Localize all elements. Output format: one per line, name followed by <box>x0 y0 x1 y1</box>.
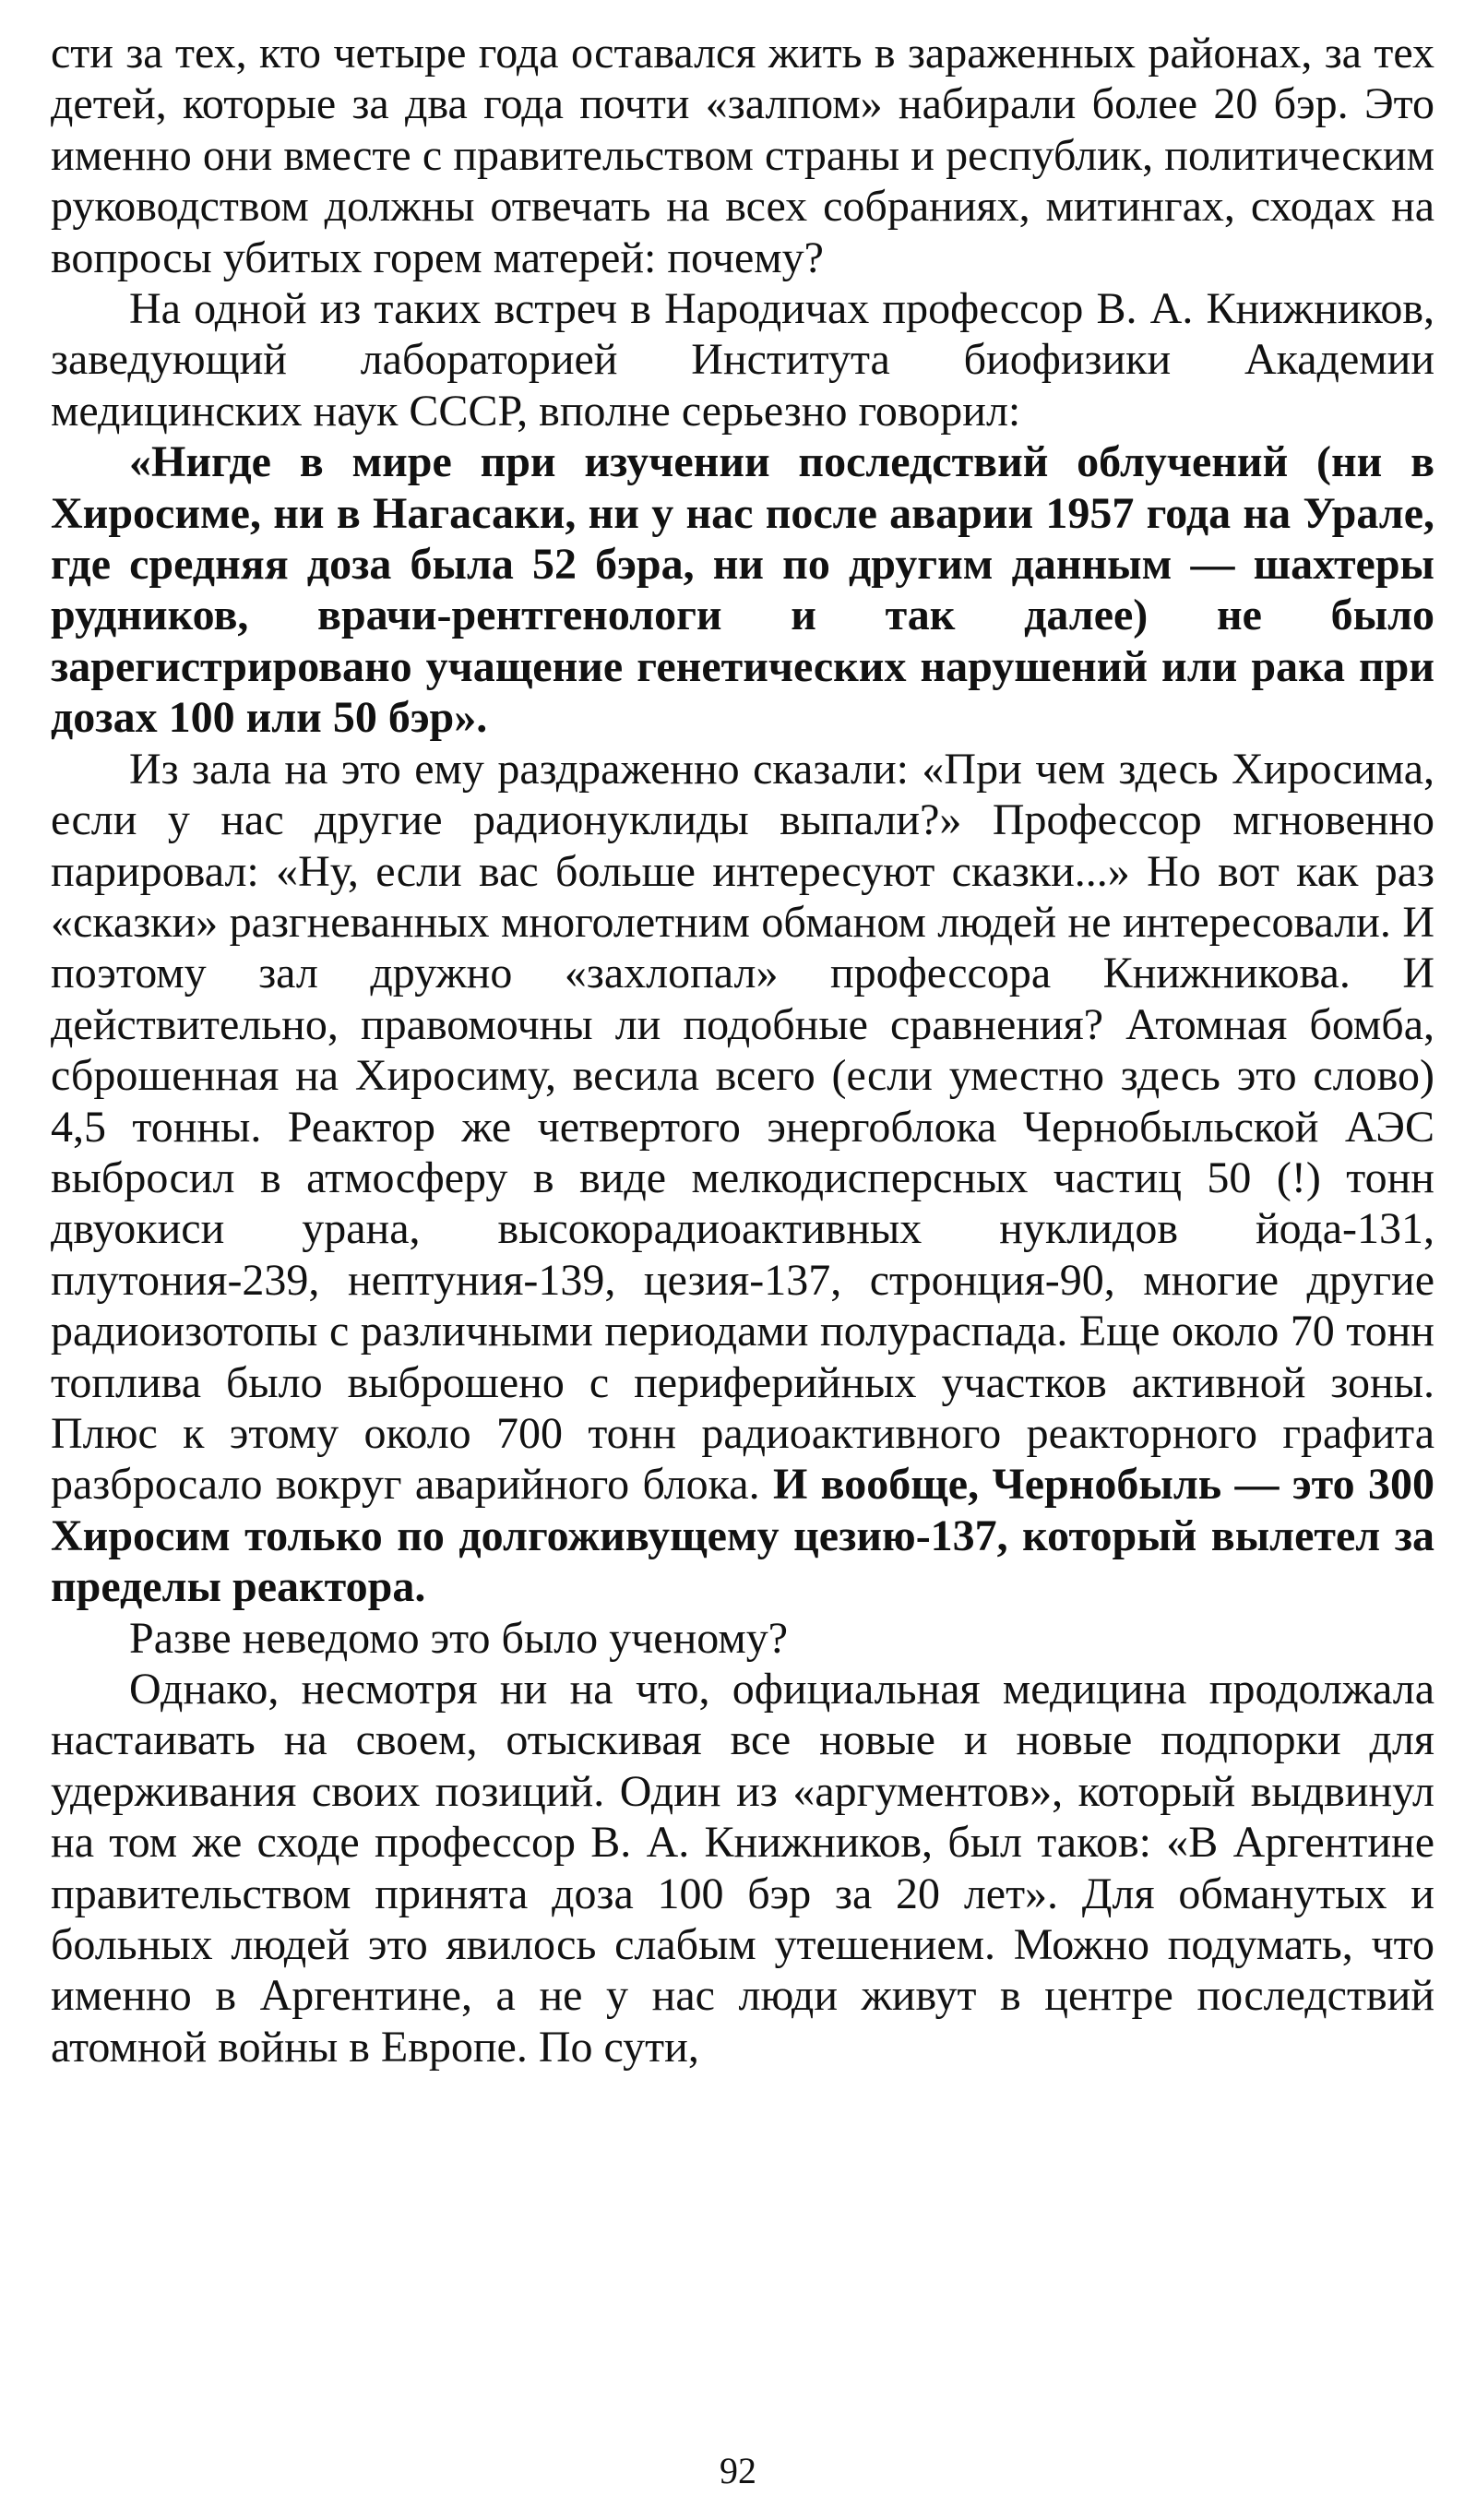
paragraph-1: сти за тех, кто четыре года оставался жить в зараженных районах, за тех детей, которые за два года почти «залпом» набирали более 20 бэр. Это именно они вместе с правительством страны и республик, политическим руководством должны отвечать на всех собраниях, митингах, сходах на вопросы убитых горем матерей: почему? <box>51 29 1434 282</box>
paragraph-5: Разве неведомо это было ученому? <box>129 1613 789 1663</box>
bold-quote-paragraph: «Нигде в мире при изучении последствий облучений (ни в Хиросиме, ни в Нагасаки, ни у нас после аварии 1957 года на Урале, где средняя доза была 52 бэра, ни по другим данным — шахтеры рудников, врачи-рентгенологи и так далее) не было зарегистрировано учащение генетических нарушений или рака при дозах 100 или 50 бэр». <box>51 437 1434 743</box>
paragraph-4 <box>51 744 1434 1613</box>
paragraph-4-text: Из зала на это ему раздраженно сказали: «При чем здесь Хиросима, если у нас другие радионуклиды выпали?» Профессор мгновенно парировал: «Ну, если вас больше интересуют сказки...» Но вот как раз «сказки» разгневанных многолетним обманом людей не интересовали. И поэтому зал дружно «захлопал» профессора Книжникова. И действительно, правомочны ли подобные сравнения? Атомная бомба, сброшенная на Хиросиму, весила всего (если уместно здесь это слово) 4,5 тонны. Реактор же четвертого энергоблока Чернобыльской АЭС выбросил в атмосферу в виде мелкодисперсных частиц 50 (!) тонн двуокиси урана, высокорадиоактивных нуклидов йода-131, плутония-239, нептуния-139, цезия-137, стронция-90, многие другие радиоизотопы с различными периодами полураспада. Еще около 70 тонн топлива было выброшено с периферийных участков активной зоны. Плюс к этому около 700 тонн радиоактивного реакторного графита разбросало вокруг аварийного блока. <box>51 744 1434 1510</box>
paragraph-6: Однако, несмотря ни на что, официальная медицина продолжала настаивать на своем, отыскивая все новые и новые подпорки для удерживания своих позиций. Один из «аргументов», который выдвинул на том же сходе профессор В. А. Книжников, был таков: «В Аргентине правительством принята доза 100 бэр за 20 лет». Для обманутых и больных людей это явилось слабым утешением. Можно подумать, что именно в Аргентине, а не у нас люди живут в центре последствий атомной войны в Европе. По сути, <box>51 1665 1434 2072</box>
page-number: 92 <box>720 2450 756 2491</box>
paragraph-2: На одной из таких встреч в Народичах профессор В. А. Книжников, заведующий лабораторией Института биофизики Академии медицинских наук СССР, вполне серьезно говорил: <box>51 284 1434 436</box>
body-text <box>51 28 1434 2072</box>
paragraph-4-bold-text: И вообще, Чернобыль — это 300 Хиросим только по долгоживущему цезию-137, который вылетел за пределы реактора. <box>51 1460 1434 1612</box>
